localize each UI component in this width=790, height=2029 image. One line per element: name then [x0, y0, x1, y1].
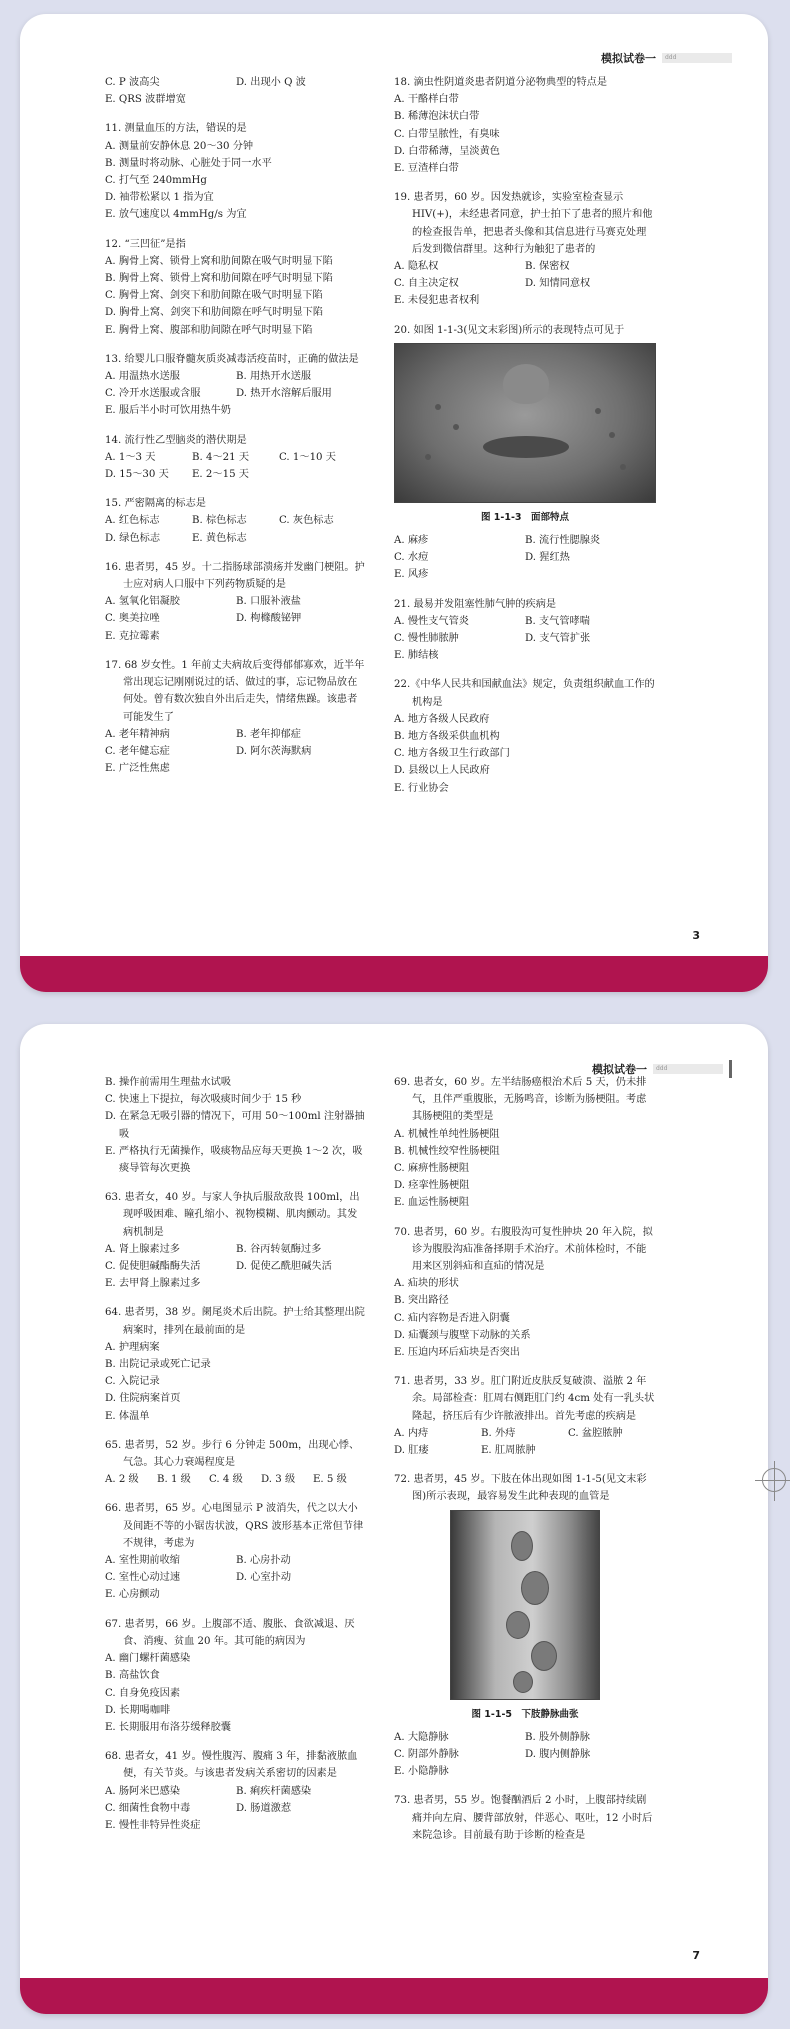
answer-option: E. 5 级 — [313, 1474, 347, 1486]
answer-option: E. 豆渣样白带 — [394, 163, 459, 175]
option-row — [394, 762, 656, 779]
question — [105, 657, 367, 777]
answer-option: D. 袖带松紧以 1 指为宜 — [105, 192, 214, 204]
option-row — [105, 530, 367, 547]
page-number: 3 — [692, 929, 700, 942]
option-row — [105, 402, 367, 419]
option-row — [105, 1650, 367, 1667]
question-stem: 11. 测量血压的方法，错误的是 — [105, 123, 247, 135]
option-row — [105, 1569, 367, 1586]
question-stem: 63. 患者女，40 岁。与家人争执后服敌敌畏 100ml，出现呼吸困难、瞳孔缩小、视物模糊、肌肉颤动。其发病机制是 — [105, 1192, 360, 1238]
answer-option: C. 自身免疫因素 — [105, 1687, 181, 1699]
answer-option: C. 1～10 天 — [279, 451, 336, 463]
answer-option: A. 内痔 — [394, 1427, 429, 1439]
answer-option: E. 2～15 天 — [192, 469, 249, 481]
answer-option: E. 风疹 — [394, 569, 429, 581]
option-row — [394, 91, 656, 108]
question — [105, 1304, 367, 1424]
option-row — [394, 126, 656, 143]
answer-option: A. 肾上腺素过多 — [105, 1243, 180, 1255]
option-row — [394, 566, 656, 583]
answer-option: B. 用热开水送服 — [236, 371, 312, 383]
answer-option: B. 胸骨上窝、锁骨上窝和肋间隙在呼气时明显下陷 — [105, 273, 333, 285]
question — [105, 74, 367, 108]
question — [394, 676, 656, 796]
option-row — [394, 532, 656, 549]
option-row — [394, 1442, 656, 1459]
answer-option: A. 氢氧化铝凝胶 — [105, 596, 180, 608]
option-row — [105, 270, 367, 287]
answer-option: A. 2 级 — [105, 1474, 139, 1486]
answer-option: C. 入院记录 — [105, 1376, 160, 1388]
answer-option: C. 4 级 — [209, 1474, 243, 1486]
answer-option: B. 测量时将动脉、心脏处于同一水平 — [105, 157, 272, 169]
answer-option: A. 大隐静脉 — [394, 1731, 449, 1743]
answer-option: C. 奥美拉唑 — [105, 613, 160, 625]
left-column — [105, 74, 367, 789]
answer-option: C. 自主决定权 — [394, 278, 459, 290]
option-row — [105, 1471, 367, 1488]
question — [105, 351, 367, 420]
answer-option: E. 服后半小时可饮用热牛奶 — [105, 405, 231, 417]
answer-option: B. 口服补液盐 — [236, 596, 301, 608]
answer-option: C. 地方各级卫生行政部门 — [394, 748, 510, 760]
option-row — [394, 1763, 656, 1780]
option-row — [105, 512, 367, 529]
question — [105, 1074, 367, 1177]
option-row — [394, 630, 656, 647]
answer-option: D. 痉挛性肠梗阻 — [394, 1180, 470, 1192]
answer-option: B. 保密权 — [525, 261, 570, 273]
answer-option: E. 去甲肾上腺素过多 — [105, 1278, 201, 1290]
option-row — [105, 466, 367, 483]
question — [105, 236, 367, 339]
option-row — [105, 1143, 367, 1177]
answer-option: B. 高盐饮食 — [105, 1670, 160, 1682]
answer-option: D. 长期喝咖啡 — [105, 1704, 171, 1716]
option-row — [105, 322, 367, 339]
option-row — [105, 74, 367, 91]
option-row — [105, 155, 367, 172]
option-row — [105, 1339, 367, 1356]
option-row — [394, 275, 656, 292]
question — [394, 1224, 656, 1362]
question-stem: 16. 患者男，45 岁。十二指肠球部溃疡并发幽门梗阻。护士应对病人口服中下列药物质疑的是 — [105, 561, 365, 591]
answer-option: E. 行业协会 — [394, 782, 449, 794]
question — [105, 1748, 367, 1834]
option-row — [105, 1275, 367, 1292]
answer-option: C. 阴部外静脉 — [394, 1749, 459, 1761]
option-row — [105, 1817, 367, 1834]
question — [105, 1437, 367, 1489]
answer-option: C. 慢性肺脓肿 — [394, 633, 459, 645]
answer-option: A. 室性期前收缩 — [105, 1555, 180, 1567]
option-row — [105, 385, 367, 402]
question — [105, 1189, 367, 1292]
answer-option: D. 胸骨上窝、剑突下和肋间隙在呼气时明显下陷 — [105, 307, 324, 319]
question-stem: 73. 患者男，55 岁。饱餐酗酒后 2 小时，上腹部持续剧痛并向左肩、腰背部放射，伴恶心、呕吐，12 小时后来院急诊。目前最有助于诊断的检查是 — [394, 1795, 653, 1841]
option-row — [105, 368, 367, 385]
option-row — [394, 1729, 656, 1746]
option-row — [105, 593, 367, 610]
option-row — [105, 1552, 367, 1569]
option-row — [105, 91, 367, 108]
answer-option: B. 老年抑郁症 — [236, 728, 301, 740]
question-stem: 17. 68 岁女性。1 年前丈夫病故后变得郁郁寡欢，近半年常出现忘记刚刚说过的话、做过的事，忘记物品放在何处。曾有数次独自外出后走失，情绪焦躁。该患者可能发生了 — [105, 659, 365, 723]
answer-option: A. 疝块的形状 — [394, 1278, 459, 1290]
answer-option: E. 放气速度以 4mmHg/s 为宜 — [105, 209, 247, 221]
answer-option: A. 红色标志 — [105, 515, 160, 527]
answer-option: D. 支气管扩张 — [525, 633, 591, 645]
page-header — [601, 50, 732, 66]
answer-option: A. 护理病案 — [105, 1341, 160, 1353]
answer-option: B. 外痔 — [481, 1427, 516, 1439]
question — [394, 1471, 656, 1780]
option-row — [394, 1344, 656, 1361]
question — [105, 1616, 367, 1736]
footer-band — [20, 1978, 768, 2014]
option-row — [105, 1108, 367, 1142]
option-row — [394, 1327, 656, 1344]
option-row — [394, 728, 656, 745]
question-stem: 22.《中华人民共和国献血法》规定，负责组织献血工作的机构是 — [394, 679, 655, 708]
answer-option: A. 1～3 天 — [105, 451, 156, 463]
answer-option: E. 广泛性焦虑 — [105, 763, 170, 775]
option-row — [105, 1091, 367, 1108]
option-row — [394, 292, 656, 309]
answer-option: B. 出院记录或死亡记录 — [105, 1359, 211, 1371]
option-row — [105, 449, 367, 466]
option-row — [394, 613, 656, 630]
answer-option: D. 3 级 — [261, 1474, 296, 1486]
option-row — [105, 1586, 367, 1603]
option-row — [105, 138, 367, 155]
option-row — [394, 1275, 656, 1292]
question-stem: 67. 患者男，66 岁。上腹部不适、腹胀、食欲减退、厌食、消瘦、贫血 20 年。其可能的病因为 — [105, 1618, 355, 1647]
option-row — [105, 760, 367, 777]
option-row — [105, 628, 367, 645]
question-stem: 15. 严密隔离的标志是 — [105, 498, 206, 510]
option-row — [105, 172, 367, 189]
option-row — [105, 1685, 367, 1702]
question — [394, 1074, 656, 1212]
page-7 — [20, 1024, 768, 2014]
answer-option: B. 心房扑动 — [236, 1555, 291, 1567]
page-3 — [20, 14, 768, 992]
figure-caption: 图 1-1-5 下肢静脉曲张 — [471, 1708, 579, 1720]
answer-option: E. 严格执行无菌操作，吸痰物品应每天更换 1～2 次，吸痰导管每次更换 — [105, 1145, 363, 1175]
answer-option: C. 疝内容物是否进入阴囊 — [394, 1312, 510, 1324]
left-column — [105, 1074, 367, 1846]
face-photo — [394, 343, 656, 503]
option-row — [394, 1126, 656, 1143]
option-row — [394, 780, 656, 797]
answer-option: B. 1 级 — [157, 1474, 191, 1486]
question-stem: 71. 患者男，33 岁。肛门附近皮肤反复破溃、溢脓 2 年余。局部检查：肛周右侧距肛门约 4cm 处有一乳头状隆起，挤压后有少许脓液排出。首先考虑的疾病是 — [394, 1376, 655, 1422]
answer-option: D. 疝囊颈与腹壁下动脉的关系 — [394, 1329, 531, 1341]
answer-option: E. 长期服用布洛芬缓释胶囊 — [105, 1721, 231, 1733]
answer-option: A. 老年精神病 — [105, 728, 170, 740]
answer-option: C. 老年健忘症 — [105, 745, 170, 757]
question — [394, 189, 656, 309]
option-row — [394, 1425, 656, 1442]
option-row — [394, 647, 656, 664]
question — [105, 432, 367, 484]
answer-option: D. 县级以上人民政府 — [394, 765, 490, 777]
answer-option: D. 枸橼酸铋钾 — [236, 613, 302, 625]
answer-option: E. 心房颤动 — [105, 1589, 160, 1601]
right-column — [394, 74, 656, 809]
leg-photo — [450, 1510, 600, 1700]
option-row — [105, 743, 367, 760]
answer-option: E. 黄色标志 — [192, 532, 247, 544]
answer-option: D. 猩红热 — [525, 552, 570, 564]
question-stem: 64. 患者男，38 岁。阑尾炎术后出院。护士给其整理出院病案时，排列在最前面的是 — [105, 1307, 365, 1336]
answer-option: B. 股外侧静脉 — [525, 1731, 590, 1743]
option-row — [105, 610, 367, 627]
option-row — [394, 258, 656, 275]
question-stem: 13. 给婴儿口服脊髓灰质炎减毒活疫苗时，正确的做法是 — [105, 353, 359, 365]
answer-option: D. 住院病案首页 — [105, 1393, 181, 1405]
answer-option: A. 机械性单纯性肠梗阻 — [394, 1128, 500, 1140]
answer-option: A. 测量前安静休息 20～30 分钟 — [105, 140, 254, 152]
option-row — [105, 1074, 367, 1091]
answer-option: B. 痢疾杆菌感染 — [236, 1785, 312, 1797]
question-stem: 14. 流行性乙型脑炎的潜伏期是 — [105, 434, 247, 446]
question-stem: 72. 患者男，45 岁。下肢在体出现如图 1-1-5(见文末彩图)所示表现，最容易发生此种表现的血管是 — [394, 1474, 647, 1503]
question-stem: 20. 如图 1-1-3(见文末彩图)所示的表现特点可见于 — [394, 324, 625, 336]
answer-option: D. 心室扑动 — [236, 1572, 292, 1584]
question — [105, 495, 367, 547]
option-row — [105, 253, 367, 270]
option-row — [105, 1390, 367, 1407]
question-stem: 69. 患者女，60 岁。左半结肠癌根治术后 5 天，仍未排气，且伴严重腹胀，无肠鸣音，诊断为肠梗阻。考虑其肠梗阻的类型是 — [394, 1077, 647, 1123]
question-stem: 66. 患者男，65 岁。心电图显示 P 波消失，代之以大小及间距不等的小锯齿状波，QRS 波形基本正常但节律不规律，考虑为 — [105, 1503, 364, 1549]
option-row — [105, 1702, 367, 1719]
question-stem: 65. 患者男，52 岁。步行 6 分钟走 500m，出现心悸、气急。其心力衰竭程度是 — [105, 1439, 360, 1469]
answer-option: A. 麻疹 — [394, 535, 429, 547]
option-row — [394, 1292, 656, 1309]
answer-option: E. 克拉霉素 — [105, 630, 160, 642]
question-stem: 70. 患者男，60 岁。右腹股沟可复性肿块 20 年入院，拟诊为腹股沟疝准备择期手术治疗。术前体检时，不能用来区别斜疝和直疝的情况是 — [394, 1226, 653, 1273]
answer-option: E. 血运性肠梗阻 — [394, 1197, 470, 1209]
answer-option: B. 4～21 天 — [192, 451, 250, 463]
question — [105, 559, 367, 645]
question — [394, 1792, 656, 1844]
answer-option: E. 肛周脓肿 — [481, 1445, 536, 1457]
option-row — [105, 1373, 367, 1390]
answer-option: B. 流行性腮腺炎 — [525, 535, 601, 547]
header-tag: ddd — [653, 1064, 723, 1074]
option-row — [105, 206, 367, 223]
answer-option: C. 盆腔脓肿 — [568, 1427, 623, 1439]
registration-mark — [762, 1468, 786, 1492]
question — [394, 596, 656, 665]
answer-option: D. 15～30 天 — [105, 469, 169, 481]
answer-option: B. 操作前需用生理盐水试吸 — [105, 1077, 232, 1088]
answer-option: C. 促使胆碱酯酶失活 — [105, 1261, 201, 1273]
question — [394, 322, 656, 584]
option-row — [105, 1667, 367, 1684]
question — [105, 1500, 367, 1603]
answer-option: A. 地方各级人民政府 — [394, 713, 490, 725]
option-row — [394, 108, 656, 125]
answer-option: C. 细菌性食物中毒 — [105, 1802, 191, 1814]
answer-option: D. 知情同意权 — [525, 278, 591, 290]
answer-option: C. 水痘 — [394, 552, 429, 564]
question — [105, 120, 367, 223]
option-row — [105, 1800, 367, 1817]
page-number: 7 — [692, 1949, 700, 1962]
answer-option: C. 打气至 240mmHg — [105, 175, 207, 187]
option-row — [105, 1356, 367, 1373]
question — [394, 1373, 656, 1459]
answer-option: B. 支气管哮喘 — [525, 615, 590, 627]
answer-option: D. 热开水溶解后服用 — [236, 388, 332, 400]
answer-option: C. P 波高尖 — [105, 77, 160, 88]
figure-caption: 图 1-1-3 面部特点 — [480, 511, 570, 523]
header-tag: ddd — [662, 53, 732, 63]
answer-option: E. 胸骨上窝、腹部和肋间隙在呼气时明显下陷 — [105, 324, 313, 336]
option-row — [394, 1746, 656, 1763]
option-row — [105, 1258, 367, 1275]
answer-option: A. 胸骨上窝、锁骨上窝和肋间隙在吸气时明显下陷 — [105, 255, 333, 267]
answer-option: E. 肺结核 — [394, 650, 439, 662]
answer-option: B. 稀薄泡沫状白带 — [394, 111, 480, 123]
answer-option: B. 机械性绞窄性肠梗阻 — [394, 1145, 500, 1157]
option-row — [105, 189, 367, 206]
question — [394, 74, 656, 177]
question-stem: 68. 患者女，41 岁。慢性腹泻、腹痛 3 年，排黏液脓血便，有关节炎。与该患者发病关系密切的因素是 — [105, 1751, 358, 1780]
question-stem: 19. 患者男，60 岁。因发热就诊，实验室检查显示 HIV(+)，未经患者同意，护士拍下了患者的照片和他的检查报告单，把患者头像和其信息进行马赛克处理后发到微信群里。这种行为触犯了患者的 — [394, 192, 653, 255]
answer-option: E. 体温单 — [105, 1410, 150, 1422]
option-row — [105, 304, 367, 321]
answer-option: C. 冷开水送服或含服 — [105, 388, 201, 400]
option-row — [105, 287, 367, 304]
answer-option: A. 幽门螺杆菌感染 — [105, 1653, 191, 1665]
answer-option: B. 突出路径 — [394, 1295, 449, 1307]
answer-option: D. 肛瘘 — [394, 1445, 429, 1457]
answer-option: E. QRS 波群增宽 — [105, 94, 186, 106]
question-stem: 18. 滴虫性阴道炎患者阴道分泌物典型的特点是 — [394, 77, 608, 88]
option-row — [105, 1719, 367, 1736]
answer-option: A. 用温热水送服 — [105, 371, 180, 383]
option-row — [394, 1177, 656, 1194]
answer-option: D. 出现小 Q 波 — [236, 77, 306, 88]
header-title: 模拟试卷一 — [601, 52, 656, 65]
option-row — [105, 1408, 367, 1425]
option-row — [105, 1783, 367, 1800]
option-row — [105, 726, 367, 743]
answer-option: D. 在紧急无吸引器的情况下，可用 50～100ml 注射器抽吸 — [105, 1111, 365, 1140]
option-row — [394, 1160, 656, 1177]
option-row — [394, 1310, 656, 1327]
header-title: 模拟试卷一 — [592, 1063, 647, 1076]
answer-option: C. 灰色标志 — [279, 515, 334, 527]
answer-option: C. 快速上下提拉，每次吸痰时间少于 15 秒 — [105, 1094, 302, 1106]
header-bar — [729, 1060, 732, 1078]
answer-option: C. 白带呈脓性，有臭味 — [394, 128, 500, 140]
answer-option: B. 谷丙转氨酶过多 — [236, 1243, 322, 1255]
answer-option: E. 小隐静脉 — [394, 1766, 449, 1778]
right-column — [394, 1074, 656, 1856]
answer-option: C. 室性心动过速 — [105, 1572, 181, 1584]
answer-option: D. 肠道激惹 — [236, 1802, 292, 1814]
question-stem: 21. 最易并发阻塞性肺气肿的疾病是 — [394, 598, 557, 610]
answer-option: C. 胸骨上窝、剑突下和肋间隙在吸气时明显下陷 — [105, 290, 323, 302]
answer-option: D. 绿色标志 — [105, 532, 161, 544]
option-row — [394, 711, 656, 728]
option-row — [394, 745, 656, 762]
question-stem: 12. “三凹征”是指 — [105, 238, 186, 250]
answer-option: E. 压迫内环后疝块是否突出 — [394, 1347, 520, 1359]
answer-option: A. 慢性支气管炎 — [394, 615, 469, 627]
answer-option: A. 干酪样白带 — [394, 94, 459, 106]
answer-option: A. 隐私权 — [394, 261, 439, 273]
option-row — [394, 1194, 656, 1211]
answer-option: D. 阿尔茨海默病 — [236, 745, 312, 757]
answer-option: A. 肠阿米巴感染 — [105, 1785, 180, 1797]
option-row — [394, 1143, 656, 1160]
answer-option: D. 促使乙酰胆碱失活 — [236, 1261, 332, 1273]
answer-option: B. 地方各级采供血机构 — [394, 731, 500, 743]
option-row — [394, 143, 656, 160]
option-row — [394, 549, 656, 566]
answer-option: D. 腹内侧静脉 — [525, 1749, 591, 1761]
footer-band — [20, 956, 768, 992]
option-row — [394, 160, 656, 177]
answer-option: D. 白带稀薄，呈淡黄色 — [394, 145, 500, 157]
answer-option: E. 慢性非特异性炎症 — [105, 1819, 201, 1831]
answer-option: E. 未侵犯患者权利 — [394, 295, 480, 307]
answer-option: B. 棕色标志 — [192, 515, 247, 527]
option-row — [105, 1241, 367, 1258]
answer-option: C. 麻痹性肠梗阻 — [394, 1163, 470, 1175]
